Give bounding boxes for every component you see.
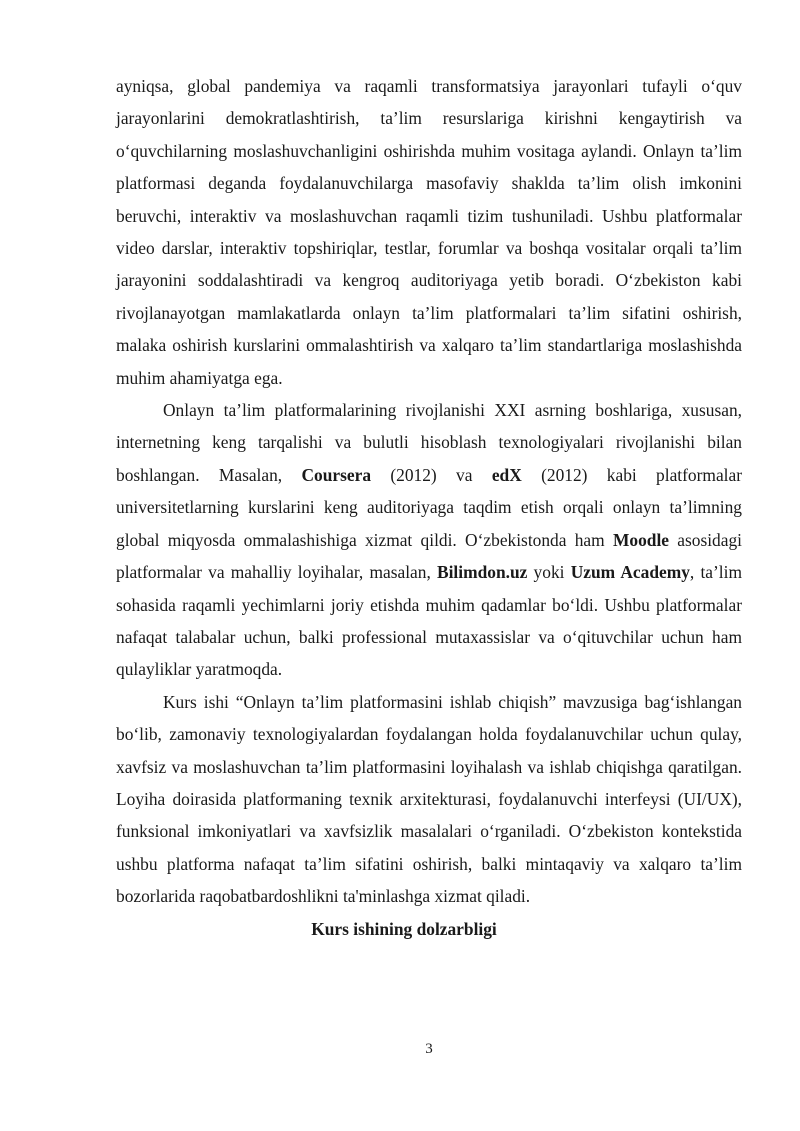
paragraph xyxy=(116,70,742,394)
bold-term: Uzum Academy xyxy=(570,562,690,583)
text-run: asosidagi platformalar va mahalliy loyihalar, masalan, xyxy=(116,529,742,583)
bold-term: edX xyxy=(491,464,522,485)
bold-term: Moodle xyxy=(612,529,669,550)
paragraph xyxy=(116,394,742,686)
document-page xyxy=(116,70,742,945)
page-number: 3 xyxy=(425,1041,433,1057)
text-run: , ta’lim sohasida raqamli yechimlarni joriy etishda muhim qadamlar bo‘ldi. Ushbu platformalar nafaqat talabalar uchun, balki professional mutaxassislar va o‘qituvchilar uchun ham qulayliklar yaratmoqda. xyxy=(116,562,743,680)
text-run: (2012) va xyxy=(371,464,492,485)
paragraph xyxy=(116,686,742,913)
bold-term: Bilimdon.uz xyxy=(437,562,528,583)
text-run: (2012) kabi platformalar universitetlarning kurslarini keng auditoriyaga taqdim etish orqali onlayn ta’limning global miqyosda ommalashishiga xizmat qildi. O‘zbekistonda ham xyxy=(116,464,743,550)
bold-term: Coursera xyxy=(301,464,372,485)
text-run: Kurs ishi “Onlayn ta’lim platformasini ishlab chiqish” mavzusiga bag‘ishlangan bo‘lib, zamonaviy texnologiyalardan foydalangan holda foydalanuvchilar uchun qulay, xavfsiz va moslashuvchan ta’lim platformasini loyihalash va ishlab chiqishga qaratilgan. Loyiha doirasida platformaning texnik arxitekturasi, foydalanuvchi interfeysi (UI/UX), funksional imkoniyatlari va xavfsizlik masalalari o‘rganiladi. O‘zbekiston kontekstida ushbu platforma nafaqat ta’lim sifatini oshirish, balki mintaqaviy va xalqaro ta’lim bozorlarida raqobatbardoshlikni ta'minlashga xizmat qiladi. xyxy=(116,691,742,907)
section-heading: Kurs ishining dolzarbligi xyxy=(311,918,497,939)
text-run: yoki xyxy=(527,562,571,583)
body-text xyxy=(116,70,742,913)
text-run: ayniqsa, global pandemiya va raqamli transformatsiya jarayonlari tufayli o‘quv jarayonlarini demokratlashtirish, ta’lim resurslariga kirishni kengaytirish va o‘quvchilarning moslashuvchanligini oshirishda muhim vositaga aylandi. Onlayn ta’lim platformasi deganda foydalanuvchilarga masofaviy shaklda ta’lim olish imkonini beruvchi, interaktiv va moslashuvchan raqamli tizim tushuniladi. Ushbu platformalar video darslar, interaktiv topshiriqlar, testlar, forumlar va boshqa vositalar orqali ta’lim jarayonini soddalashtiradi va kengroq auditoriyaga yetib boradi. O‘zbekiston kabi rivojlanayotgan mamlakatlarda onlayn ta’lim platformalari ta’lim sifatini oshirish, malaka oshirish kurslarini ommalashtirish va xalqaro ta’lim standartlariga moslashishda muhim ahamiyatga ega. xyxy=(116,76,742,388)
text-run: Onlayn ta’lim platformalarining rivojlanishi XXI asrning boshlariga, xususan, internetning keng tarqalishi va bulutli hisoblash texnologiyalari rivojlanishi bilan boshlangan. Masalan, xyxy=(116,400,742,485)
